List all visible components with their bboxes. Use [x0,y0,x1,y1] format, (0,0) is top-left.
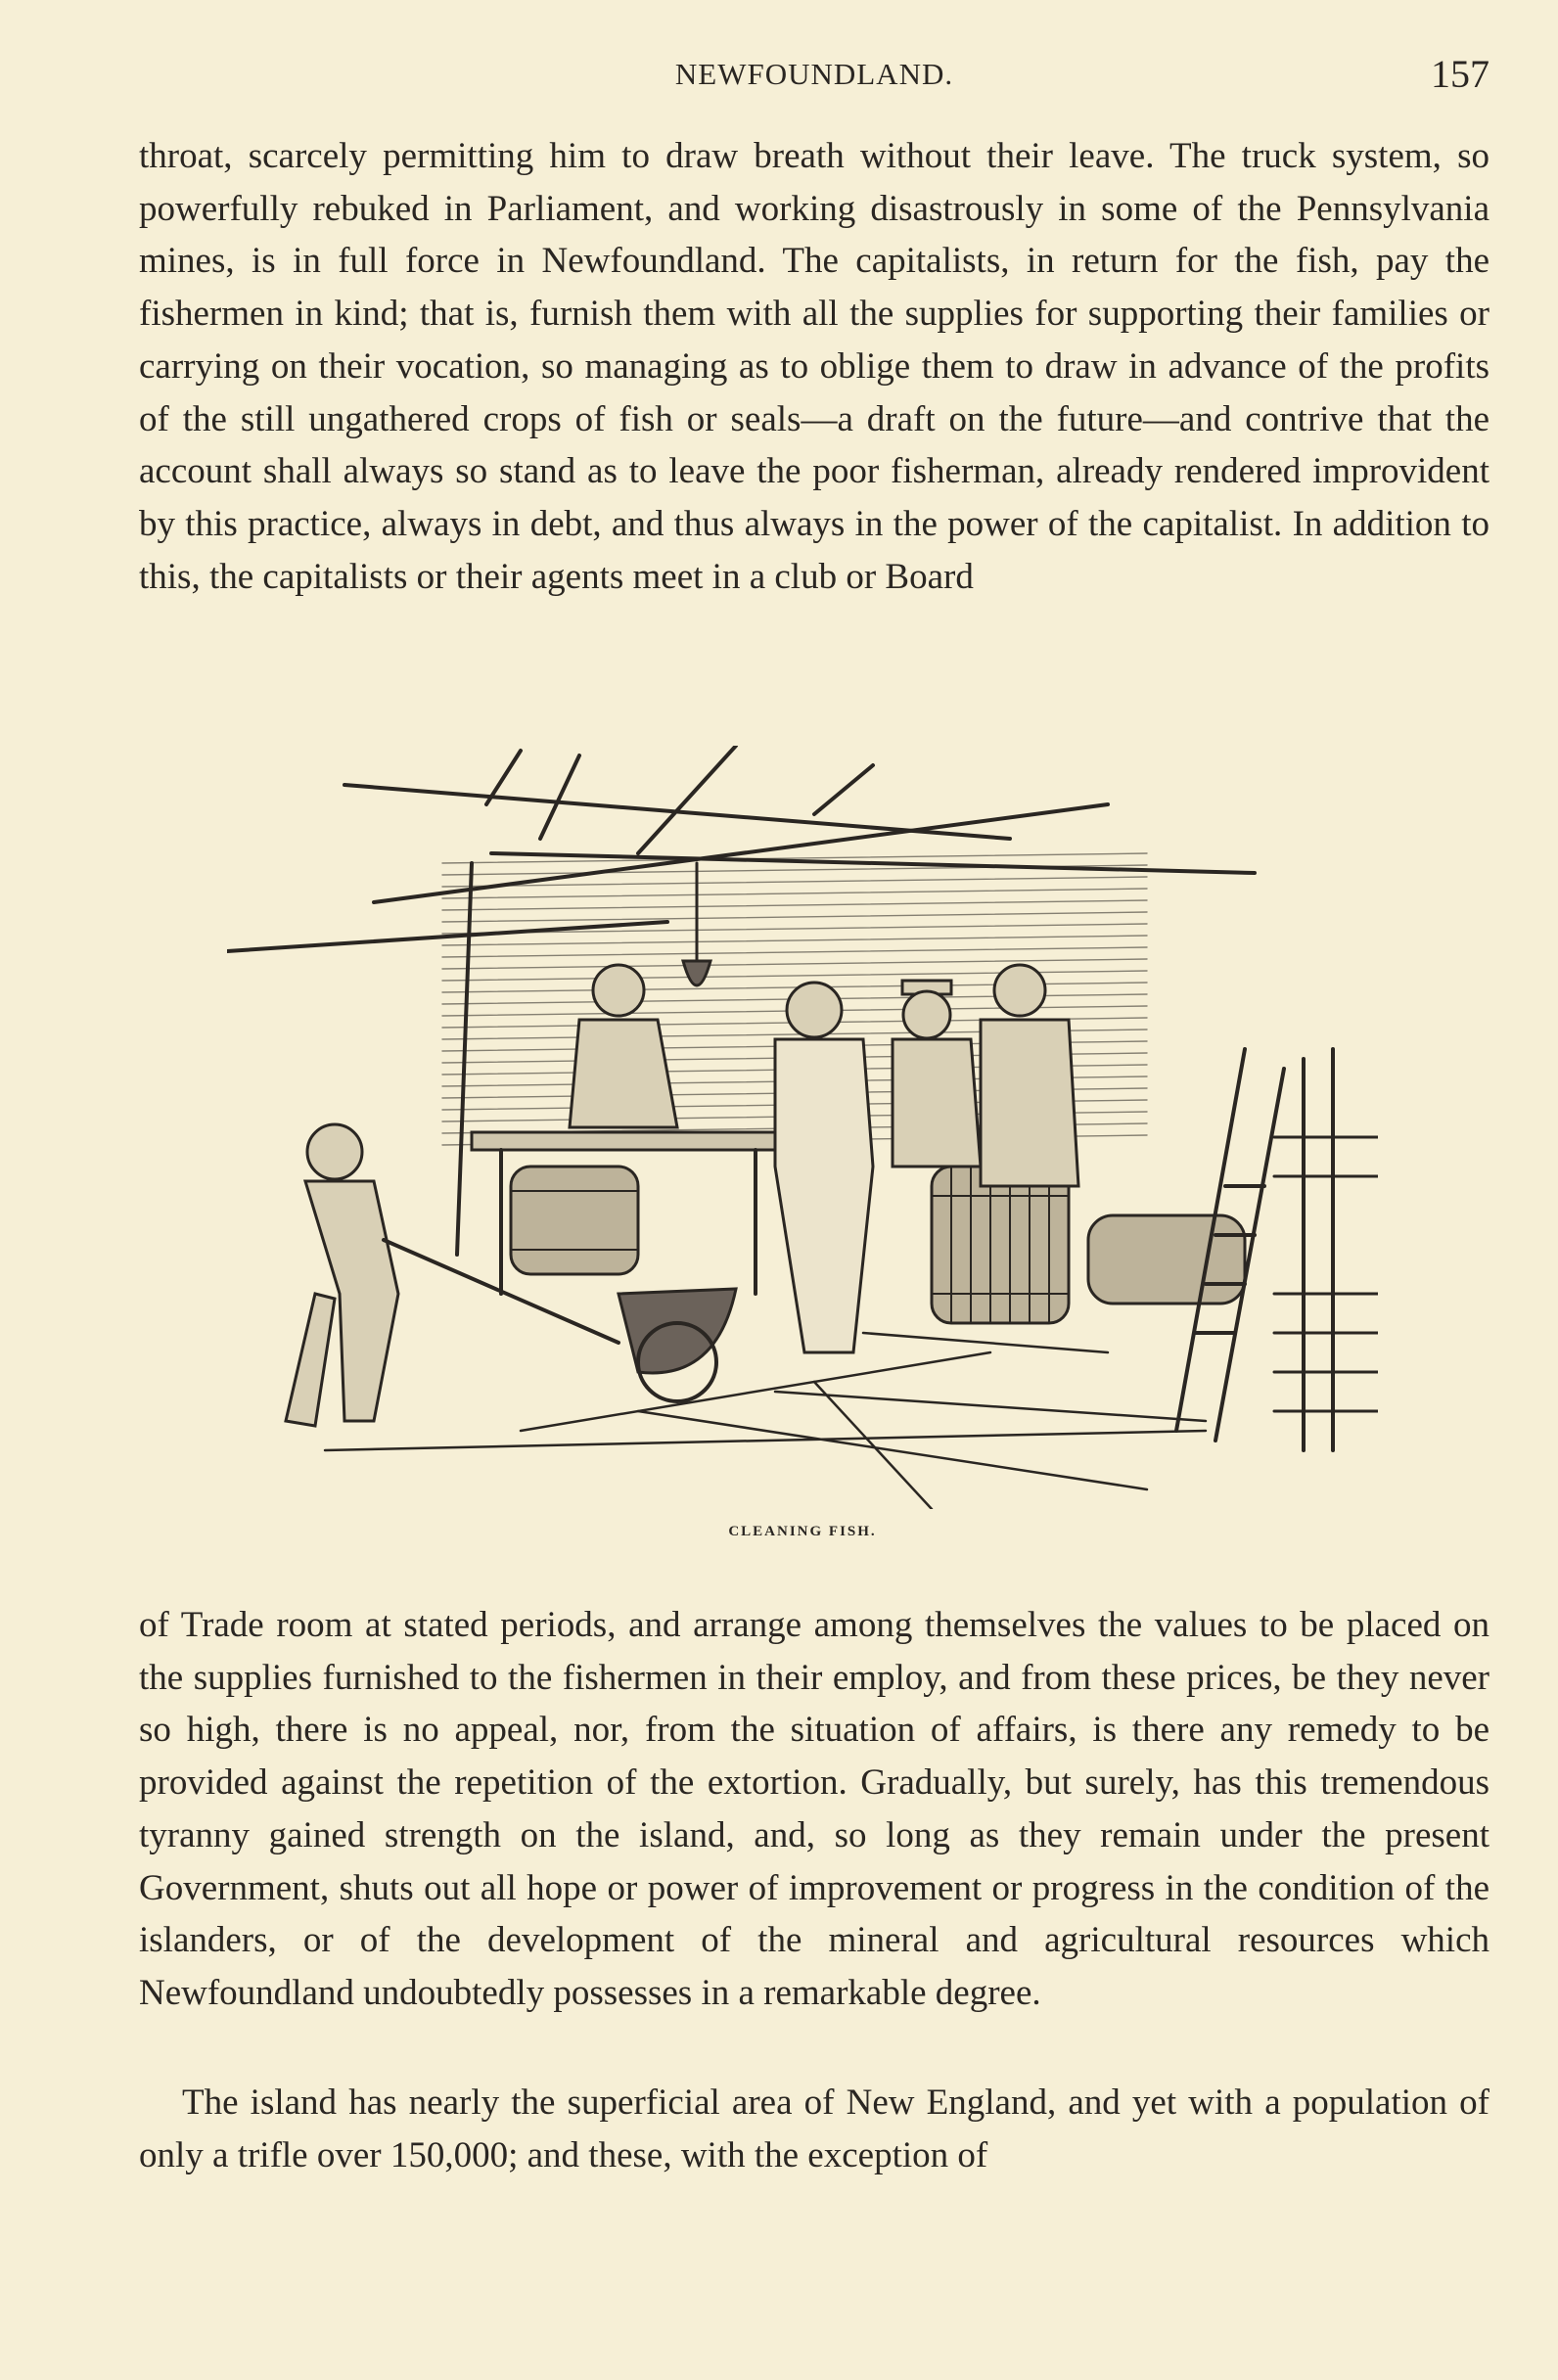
figure-caption: CLEANING FISH. [728,1524,877,1539]
cleaning-fish-engraving [227,746,1378,1509]
illustration-figure [227,746,1378,1539]
body-paragraph-2: of Trade room at stated periods, and arrange among themselves the values to be placed on the supplies furnished to the fishermen in their employ, and from these prices, be they never so high, there is no appeal, nor, from the situation of affairs, is there any remedy to be provided against the repetition of the extortion. Gradually, but surely, has this tremendous tyranny gained strength on the island, and, so long as they remain under the present Government, shuts out all hope or power of improvement or progress in the condition of the islanders, or of the development of the mineral and agricultural resources which Newfoundland undoubtedly possesses in a remarkable degree. [139,1605,1489,2013]
body-paragraph-1: throat, scarcely permitting him to draw breath without their leave. The truck system, so powerfully rebuked in Parliament, and working disastrously in some of the Pennsylvania mines, is in full force in Newfoundland. The capitalists, in return for the fish, pay the fishermen in kind; that is, furnish them with all the supplies for supporting their families or carrying on their vocation, so managing as to oblige them to draw in advance of the profits of the still ungathered crops of fish or seals—a draft on the future—and contrive that the account shall always so stand as to leave the poor fisherman, already rendered improvident by this practice, always in debt, and thus always in the power of the capitalist. In addition to this, the capitalists or their agents meet in a club or Board [139,136,1489,597]
body-paragraph-3: The island has nearly the superficial area of New England, and yet with a population of only a trifle over 150,000; and these, with the exception of [139,2082,1489,2175]
running-head: NEWFOUNDLAND. [674,57,954,91]
page-number: 157 [1431,52,1489,96]
page-header [139,51,1489,100]
